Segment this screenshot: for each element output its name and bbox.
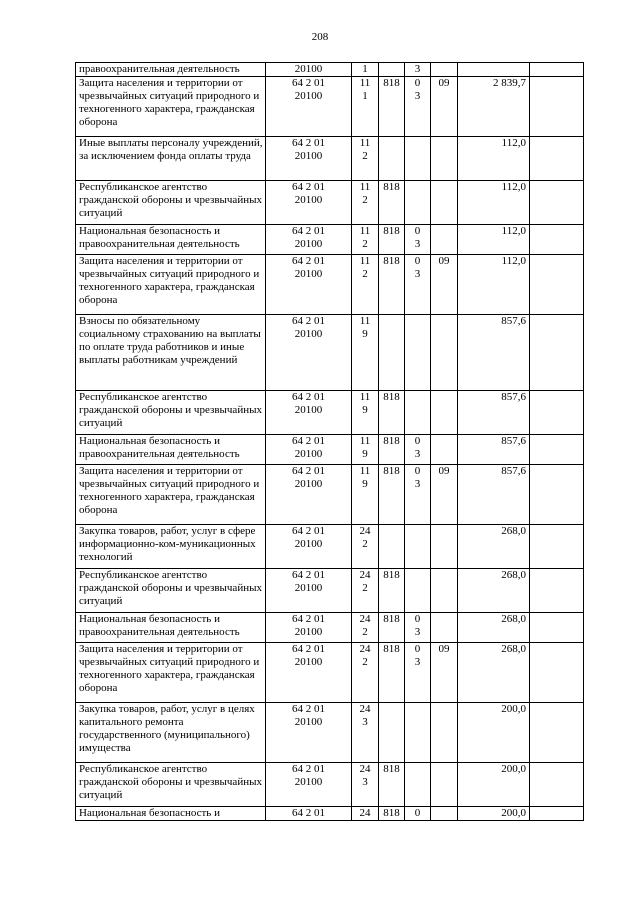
- subsection-cell: [431, 525, 458, 569]
- extra-cell: [530, 435, 584, 465]
- subsection-cell: [431, 807, 458, 821]
- target-article-cell: 64 2 01 20100: [266, 703, 352, 763]
- section-cell: [405, 763, 431, 807]
- subsection-cell: [431, 569, 458, 613]
- description-cell: Национальная безопасность и правоохранительная деятельность: [76, 435, 266, 465]
- section-cell: [405, 525, 431, 569]
- page-number: 208: [311, 31, 329, 43]
- target-article-cell: 64 2 01 20100: [266, 181, 352, 225]
- ministry-code-cell: 818: [379, 391, 405, 435]
- target-article-cell: 64 2 01: [266, 807, 352, 821]
- expense-type-cell: 11 9: [352, 435, 379, 465]
- target-article-cell: 64 2 01 20100: [266, 525, 352, 569]
- ministry-code-cell: 818: [379, 613, 405, 643]
- ministry-code-cell: [379, 315, 405, 391]
- target-article-cell: 64 2 01 20100: [266, 763, 352, 807]
- section-cell: [405, 569, 431, 613]
- description-cell: Защита населения и территории от чрезвычайных ситуаций природного и техногенного характера, гражданская оборона: [76, 643, 266, 703]
- table-row: [76, 225, 584, 255]
- table-row: [76, 569, 584, 613]
- description-cell: Национальная безопасность и: [76, 807, 266, 821]
- section-cell: 0 3: [405, 613, 431, 643]
- subsection-cell: 09: [431, 77, 458, 137]
- expense-type-cell: 24 2: [352, 613, 379, 643]
- expense-type-cell: 11 9: [352, 315, 379, 391]
- subsection-cell: [431, 613, 458, 643]
- description-cell: Иные выплаты персоналу учреждений, за исключением фонда оплаты труда: [76, 137, 266, 181]
- expense-type-cell: 11 2: [352, 225, 379, 255]
- subsection-cell: 09: [431, 255, 458, 315]
- amount-cell: 268,0: [458, 525, 530, 569]
- ministry-code-cell: [379, 525, 405, 569]
- description-cell: Защита населения и территории от чрезвычайных ситуаций природного и техногенного характера, гражданская оборона: [76, 255, 266, 315]
- target-article-cell: 64 2 01 20100: [266, 613, 352, 643]
- target-article-cell: 64 2 01 20100: [266, 77, 352, 137]
- expense-type-cell: 1: [352, 63, 379, 77]
- section-cell: [405, 315, 431, 391]
- subsection-cell: [431, 391, 458, 435]
- expense-type-cell: 24: [352, 807, 379, 821]
- expense-type-cell: 24 3: [352, 703, 379, 763]
- amount-cell: 268,0: [458, 613, 530, 643]
- amount-cell: 112,0: [458, 181, 530, 225]
- extra-cell: [530, 255, 584, 315]
- budget-table: [75, 62, 584, 821]
- description-cell: Национальная безопасность и правоохранительная деятельность: [76, 613, 266, 643]
- subsection-cell: 09: [431, 643, 458, 703]
- amount-cell: 268,0: [458, 643, 530, 703]
- table-row: [76, 525, 584, 569]
- target-article-cell: 64 2 01 20100: [266, 225, 352, 255]
- subsection-cell: [431, 763, 458, 807]
- subsection-cell: [431, 137, 458, 181]
- expense-type-cell: 24 2: [352, 569, 379, 613]
- amount-cell: 857,6: [458, 391, 530, 435]
- table-row: [76, 391, 584, 435]
- target-article-cell: 64 2 01 20100: [266, 137, 352, 181]
- section-cell: 0 3: [405, 255, 431, 315]
- amount-cell: 2 839,7: [458, 77, 530, 137]
- amount-cell: 200,0: [458, 703, 530, 763]
- table-row: [76, 315, 584, 391]
- extra-cell: [530, 63, 584, 77]
- extra-cell: [530, 225, 584, 255]
- expense-type-cell: 24 3: [352, 763, 379, 807]
- description-cell: Защита населения и территории от чрезвычайных ситуаций природного и техногенного характера, гражданская оборона: [76, 77, 266, 137]
- target-article-cell: 64 2 01 20100: [266, 435, 352, 465]
- table-row: [76, 63, 584, 77]
- amount-cell: 200,0: [458, 763, 530, 807]
- expense-type-cell: 11 2: [352, 255, 379, 315]
- target-article-cell: 64 2 01 20100: [266, 315, 352, 391]
- description-cell: правоохранительная деятельность: [76, 63, 266, 77]
- subsection-cell: [431, 435, 458, 465]
- ministry-code-cell: 818: [379, 77, 405, 137]
- subsection-cell: [431, 315, 458, 391]
- table-row: [76, 181, 584, 225]
- ministry-code-cell: 818: [379, 435, 405, 465]
- ministry-code-cell: 818: [379, 225, 405, 255]
- table-row: [76, 255, 584, 315]
- extra-cell: [530, 643, 584, 703]
- section-cell: 0 3: [405, 465, 431, 525]
- ministry-code-cell: 818: [379, 465, 405, 525]
- extra-cell: [530, 703, 584, 763]
- ministry-code-cell: [379, 63, 405, 77]
- subsection-cell: [431, 703, 458, 763]
- amount-cell: 857,6: [458, 435, 530, 465]
- section-cell: [405, 391, 431, 435]
- extra-cell: [530, 391, 584, 435]
- amount-cell: 857,6: [458, 465, 530, 525]
- expense-type-cell: 11 2: [352, 181, 379, 225]
- description-cell: Закупка товаров, работ, услуг в сфере информационно-ком-муникационных технологий: [76, 525, 266, 569]
- description-cell: Защита населения и территории от чрезвычайных ситуаций природного и техногенного характера, гражданская оборона: [76, 465, 266, 525]
- subsection-cell: [431, 181, 458, 225]
- ministry-code-cell: 818: [379, 643, 405, 703]
- amount-cell: 268,0: [458, 569, 530, 613]
- section-cell: [405, 181, 431, 225]
- expense-type-cell: 11 2: [352, 137, 379, 181]
- description-cell: Взносы по обязательному социальному страхованию на выплаты по оплате труда работников и иные выплаты работникам учреждений: [76, 315, 266, 391]
- extra-cell: [530, 137, 584, 181]
- section-cell: [405, 703, 431, 763]
- ministry-code-cell: [379, 703, 405, 763]
- expense-type-cell: 11 1: [352, 77, 379, 137]
- expense-type-cell: 11 9: [352, 465, 379, 525]
- section-cell: [405, 137, 431, 181]
- target-article-cell: 64 2 01 20100: [266, 643, 352, 703]
- extra-cell: [530, 807, 584, 821]
- ministry-code-cell: [379, 137, 405, 181]
- table-row: [76, 613, 584, 643]
- table-row: [76, 137, 584, 181]
- table-row: [76, 77, 584, 137]
- description-cell: Республиканское агентство гражданской обороны и чрезвычайных ситуаций: [76, 763, 266, 807]
- expense-type-cell: 24 2: [352, 643, 379, 703]
- section-cell: 3: [405, 63, 431, 77]
- extra-cell: [530, 465, 584, 525]
- description-cell: Национальная безопасность и правоохранительная деятельность: [76, 225, 266, 255]
- extra-cell: [530, 315, 584, 391]
- ministry-code-cell: 818: [379, 181, 405, 225]
- extra-cell: [530, 181, 584, 225]
- target-article-cell: 20100: [266, 63, 352, 77]
- table-row: [76, 703, 584, 763]
- description-cell: Республиканское агентство гражданской обороны и чрезвычайных ситуаций: [76, 391, 266, 435]
- section-cell: 0 3: [405, 435, 431, 465]
- table-row: [76, 435, 584, 465]
- target-article-cell: 64 2 01 20100: [266, 391, 352, 435]
- extra-cell: [530, 569, 584, 613]
- section-cell: 0: [405, 807, 431, 821]
- extra-cell: [530, 613, 584, 643]
- amount-cell: 857,6: [458, 315, 530, 391]
- amount-cell: [458, 63, 530, 77]
- table-row: [76, 465, 584, 525]
- description-cell: Закупка товаров, работ, услуг в целях капитального ремонта государственного (муниципального) имущества: [76, 703, 266, 763]
- section-cell: 0 3: [405, 225, 431, 255]
- expense-type-cell: 24 2: [352, 525, 379, 569]
- table-row: [76, 763, 584, 807]
- amount-cell: 112,0: [458, 225, 530, 255]
- expense-type-cell: 11 9: [352, 391, 379, 435]
- amount-cell: 200,0: [458, 807, 530, 821]
- extra-cell: [530, 77, 584, 137]
- target-article-cell: 64 2 01 20100: [266, 465, 352, 525]
- subsection-cell: 09: [431, 465, 458, 525]
- amount-cell: 112,0: [458, 137, 530, 181]
- target-article-cell: 64 2 01 20100: [266, 569, 352, 613]
- ministry-code-cell: 818: [379, 569, 405, 613]
- section-cell: 0 3: [405, 77, 431, 137]
- table-body: [76, 63, 584, 821]
- ministry-code-cell: 818: [379, 255, 405, 315]
- subsection-cell: [431, 225, 458, 255]
- table-row: [76, 643, 584, 703]
- extra-cell: [530, 763, 584, 807]
- amount-cell: 112,0: [458, 255, 530, 315]
- target-article-cell: 64 2 01 20100: [266, 255, 352, 315]
- ministry-code-cell: 818: [379, 763, 405, 807]
- ministry-code-cell: 818: [379, 807, 405, 821]
- subsection-cell: [431, 63, 458, 77]
- description-cell: Республиканское агентство гражданской обороны и чрезвычайных ситуаций: [76, 181, 266, 225]
- extra-cell: [530, 525, 584, 569]
- table-row: [76, 807, 584, 821]
- description-cell: Республиканское агентство гражданской обороны и чрезвычайных ситуаций: [76, 569, 266, 613]
- section-cell: 0 3: [405, 643, 431, 703]
